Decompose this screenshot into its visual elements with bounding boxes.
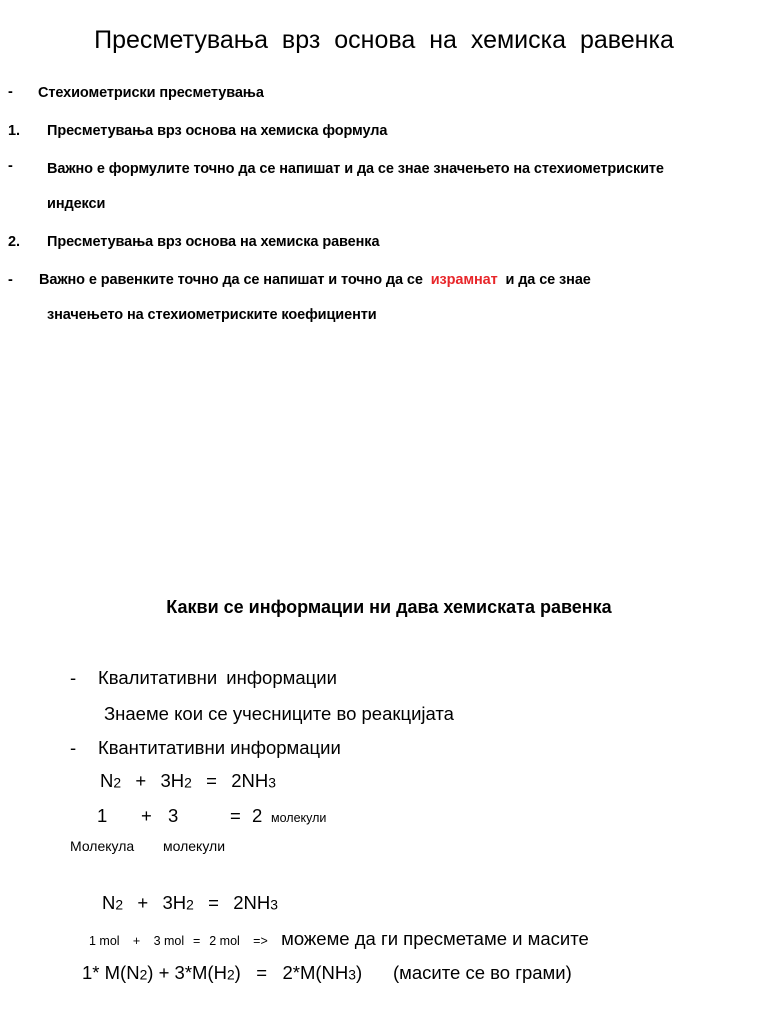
list-marker: - bbox=[70, 667, 77, 688]
qualitative-text: Знаеме кои се учесниците во реакцијата bbox=[104, 703, 454, 724]
list-item-text: Важно е формулите точно да се напишат и да се знае значењето на стехиометриските bbox=[47, 161, 664, 177]
list-item-continuation: значењето на стехиометриските коефициенти bbox=[47, 307, 377, 323]
list-marker: - bbox=[8, 272, 13, 288]
list-item-text: Пресметувања врз основа на хемиска формула bbox=[47, 123, 388, 139]
list-marker: - bbox=[70, 737, 77, 758]
count-equals: = bbox=[230, 805, 241, 826]
count-label: молекули bbox=[163, 838, 226, 854]
count-value: 1 bbox=[97, 805, 108, 826]
list-item-text: Стехиометриски пресметувања bbox=[38, 85, 264, 101]
count-label: Молекула bbox=[70, 838, 135, 854]
mass-line: 1* M(N2) + 3*M(H2) = 2*M(NH3) (масите се во грами) bbox=[82, 962, 572, 983]
highlighted-word: израмнат bbox=[430, 272, 498, 288]
section-heading: Какви се информации ни дава хемиската равенка bbox=[166, 597, 612, 617]
count-value: 3 bbox=[168, 805, 179, 826]
list-item-text: Важно е равенките точно да се напишат и точно да се израмнат и да се знае bbox=[39, 272, 591, 288]
list-item-text: Пресметувања врз основа на хемиска равенка bbox=[47, 234, 380, 250]
qualitative-label: Квалитативни информации bbox=[98, 667, 337, 688]
list-marker: 2. bbox=[8, 234, 20, 250]
list-item-continuation: индекси bbox=[47, 196, 106, 212]
list-marker: - bbox=[8, 158, 13, 174]
count-value: 2 bbox=[252, 805, 263, 826]
quantitative-label: Квантитативни информации bbox=[98, 737, 341, 758]
list-marker: - bbox=[8, 84, 13, 100]
count-plus: + bbox=[141, 805, 152, 826]
chemical-equation: N2 + 3H2 = 2NH3 bbox=[102, 892, 278, 913]
count-unit: молекули bbox=[271, 811, 327, 825]
page-title: Пресметувања врз основа на хемиска равенка bbox=[94, 26, 674, 54]
chemical-equation: N2 + 3H2 = 2NH3 bbox=[100, 770, 276, 791]
mol-line: 1 mol + 3 mol = 2 mol => можеме да ги пресметаме и масите bbox=[89, 928, 589, 949]
list-marker: 1. bbox=[8, 123, 20, 139]
